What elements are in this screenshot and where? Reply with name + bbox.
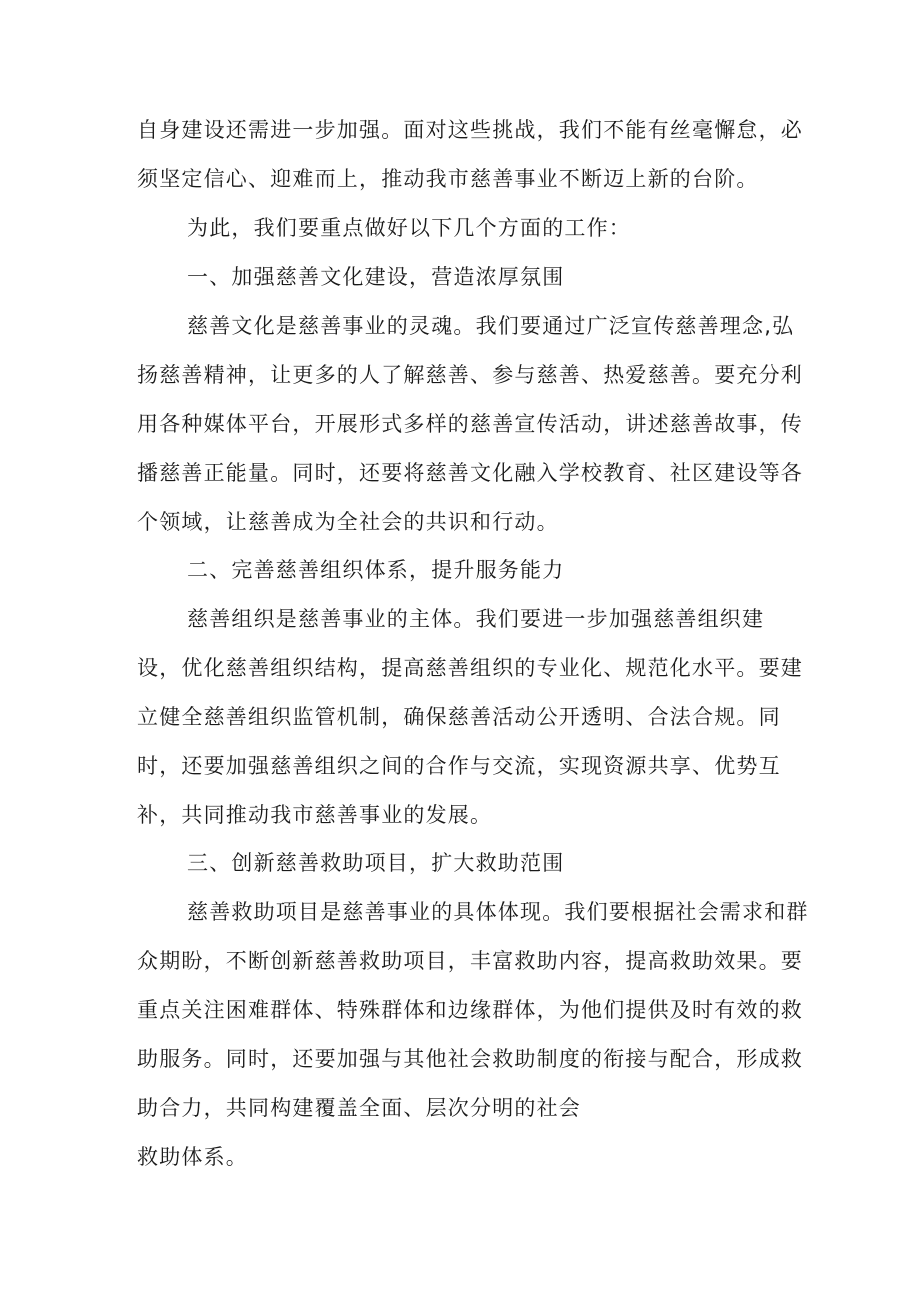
- body-text-line: 救助体系。: [137, 1145, 248, 1169]
- body-text-line: 慈善文化是慈善事业的灵魂。我们要通过广泛宣传慈善理念,弘: [187, 314, 795, 338]
- body-text-line: 重点关注困难群体、特殊群体和边缘群体，为他们提供及时有效的救: [137, 998, 803, 1022]
- body-text-line: 慈善组织是慈善事业的主体。我们要进一步加强慈善组织建: [187, 607, 765, 631]
- body-text-line: 众期盼，不断创新慈善救助项目，丰富救助内容，提高救助效果。要: [137, 949, 803, 973]
- body-text-line: 为此，我们要重点做好以下几个方面的工作：: [187, 216, 631, 240]
- body-text-line: 助服务。同时，还要加强与其他社会救助制度的衔接与配合，形成救: [137, 1047, 803, 1071]
- body-text-line: 设，优化慈善组织结构，提高慈善组织的专业化、规范化水平。要建: [137, 656, 803, 680]
- section-heading-1: 一、加强慈善文化建设，营造浓厚氛围: [187, 265, 565, 289]
- body-text-line: 时，还要加强慈善组织之间的合作与交流，实现资源共享、优势互: [137, 754, 781, 778]
- section-heading-3: 三、创新慈善救助项目，扩大救助范围: [187, 851, 565, 875]
- body-text-line: 播慈善正能量。同时，还要将慈善文化融入学校教育、社区建设等各: [137, 461, 803, 485]
- body-text-line: 用各种媒体平台，开展形式多样的慈善宣传活动，讲述慈善故事，传: [137, 412, 803, 436]
- body-text-line: 个领域，让慈善成为全社会的共识和行动。: [137, 510, 559, 534]
- body-text-line: 扬慈善精神，让更多的人了解慈善、参与慈善、热爱慈善。要充分利: [137, 363, 803, 387]
- body-text-line: 须坚定信心、迎难而上，推动我市慈善事业不断迈上新的台阶。: [137, 167, 759, 191]
- body-text-line: 立健全慈善组织监管机制，确保慈善活动公开透明、合法合规。同: [137, 705, 781, 729]
- body-text-line: 慈善救助项目是慈善事业的具体体现。我们要根据社会需求和群: [187, 900, 809, 924]
- body-text-line: 自身建设还需进一步加强。面对这些挑战，我们不能有丝毫懈怠，必: [137, 118, 803, 142]
- section-heading-2: 二、完善慈善组织体系，提升服务能力: [187, 558, 565, 582]
- body-text-line: 补，共同推动我市慈善事业的发展。: [137, 803, 493, 827]
- body-text-line: 助合力，共同构建覆盖全面、层次分明的社会: [137, 1096, 581, 1120]
